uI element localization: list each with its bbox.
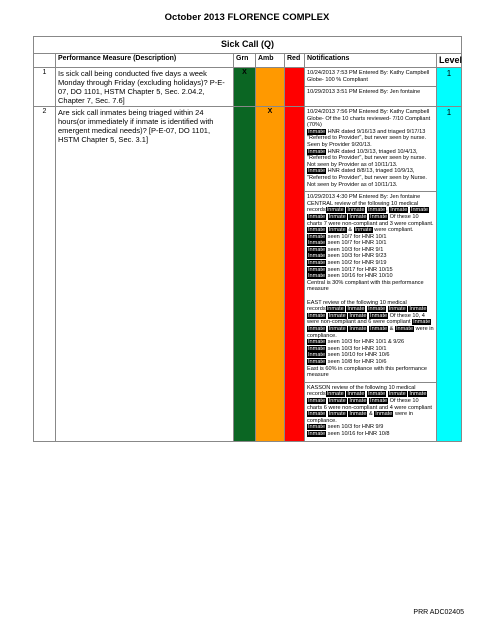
page-footer: PRR ADC02405 <box>413 609 464 616</box>
redacted-name: Inmate <box>308 430 326 437</box>
redacted-name: Inmate <box>354 227 372 234</box>
redacted-name: Inmate <box>308 424 326 431</box>
redacted-name: Inmate <box>308 253 326 260</box>
measure-description: Are sick call inmates being triaged within 24 hours(or immediately if inmate is identified with emergent medical needs)? [P-E-07, DO 1101, HSTM Chapter 5, Sec. 3.1] <box>56 107 234 442</box>
redacted-name: Inmate <box>308 128 326 135</box>
col-level-header: Level <box>437 54 462 68</box>
notification-line: 10/29/2013 4:30 PM Entered By: Jen fontaine <box>307 194 421 201</box>
redacted-name: Inmate <box>349 397 367 404</box>
redacted-name: Inmate <box>370 213 388 220</box>
redacted-name: Inmate <box>326 391 344 398</box>
green-cell: X <box>234 68 256 107</box>
redacted-name: Inmate <box>308 148 326 155</box>
redacted-name: Inmate <box>413 319 431 326</box>
notification-line: Central is 30% compliant with this performance measure <box>307 279 424 293</box>
redacted-name: Inmate <box>395 326 414 332</box>
notification-line: Inmate seen 10/17 for HNR 10/15 <box>308 266 393 273</box>
redacted-name: Inmate <box>349 326 367 332</box>
notification-entry <box>305 107 436 192</box>
notifications-cell <box>305 107 437 442</box>
notification-line: 10/29/2013 3:51 PM Entered By: Jen fontaine <box>307 89 421 96</box>
redacted-name: Inmate <box>347 207 365 214</box>
redacted-name: Inmate <box>308 233 326 240</box>
notification-line: Inmate seen 10/7 for HNR 10/1 <box>308 240 387 247</box>
redacted-name: Inmate <box>308 326 326 332</box>
notification-line: Inmate seen 10/3 for HNR 10/1 <box>308 345 387 352</box>
redacted-name: Inmate <box>328 411 346 418</box>
notification-line: Inmate seen 10/8 for HNR 10/6 <box>308 358 387 365</box>
notification-line: Inmate seen 10/16 for HNR 10/10 <box>308 273 393 280</box>
col-notes-header: Notifications <box>305 54 437 68</box>
redacted-name: Inmate <box>349 213 367 220</box>
notification-line: Inmate Inmate Inmate & Inmate were in compliance. <box>307 411 413 424</box>
redacted-name: Inmate <box>326 207 344 214</box>
redacted-name: Inmate <box>368 306 386 313</box>
redacted-name: Inmate <box>308 273 326 280</box>
redacted-name: Inmate <box>308 345 326 352</box>
redacted-name: Inmate <box>308 213 326 220</box>
amber-cell <box>256 68 285 107</box>
page-title: October 2013 FLORENCE COMPLEX <box>164 12 330 23</box>
notification-line: Globe- Of the 10 charts reviewed- 7/10 Compliant (70%) <box>307 115 431 129</box>
measures-table <box>33 36 462 442</box>
level-cell: 1 <box>437 68 462 107</box>
redacted-name: Inmate <box>328 326 346 332</box>
redacted-name: Inmate <box>388 306 406 313</box>
redacted-name: Inmate <box>370 397 388 404</box>
table-row <box>34 107 462 442</box>
notification-entry <box>305 192 436 383</box>
redacted-name: Inmate <box>328 397 346 404</box>
redacted-name: Inmate <box>368 391 386 398</box>
redacted-name: Inmate <box>375 411 393 418</box>
notification-line: Inmate seen 10/3 for HNR 9/1 <box>308 246 384 253</box>
notification-line: EAST review of the following 10 medical recordsInmate Inmate Inmate Inmate Inmate Inmate Inmate Inmate Inmate Of these 10, 4 were non-compliant and 6 were compliant Inmate Inmate Inmate Inmate Inmate & Inmate were in compliance. <box>307 299 434 339</box>
col-red-header: Red <box>285 54 305 68</box>
redacted-name: Inmate <box>328 213 346 220</box>
redacted-name: Inmate <box>370 312 388 319</box>
notification-line: CENTRAL review of the following 10 medical recordsInmate Inmate Inmate, Inmate Inmate Inmate Inmate Inmate Inmate Of these 10 charts 7 were non-compliant and 3 were compliant. <box>307 200 434 227</box>
redacted-name: Inmate <box>347 306 365 313</box>
redacted-name: Inmate <box>390 207 408 214</box>
redacted-name: Inmate <box>370 326 388 332</box>
measure-description: Is sick call being conducted five days a week Monday through Friday (excluding holidays)? P-E-07, DO 1101, HSTM Chapter 5, Sec. 2.04.2, Chapter 7, Sec. 7.6] <box>56 68 234 107</box>
level-cell: 1 <box>437 107 462 442</box>
row-number: 2 <box>34 107 56 442</box>
notification-line: East is 60% in compliance with this performance measure <box>307 365 428 379</box>
redacted-name: Inmate <box>328 227 346 234</box>
table-row <box>34 68 462 107</box>
redacted-name: Inmate <box>326 306 344 313</box>
notification-line: Inmate HNR dated 10/3/13, triaged 10/4/13, "Referred to Provider", but never seen by nurse. Not seen by Provider as of 10/11/13. <box>307 148 427 168</box>
redacted-name: Inmate <box>308 246 326 253</box>
notification-line: Inmate HNR dated 8/8/13, triaged 10/9/13, "Referred to Provider", but never seen by Nurse. Not seen by Provider as of 10/11/13. <box>307 168 427 188</box>
redacted-name: Inmate <box>409 391 427 398</box>
notification-line: 10/24/2013 7:53 PM Entered By: Kathy Campbell <box>307 70 430 76</box>
redacted-name: Inmate <box>328 312 346 319</box>
redacted-name: Inmate <box>308 260 326 267</box>
section-title: Sick Call (Q) <box>34 37 462 54</box>
redacted-name: Inmate <box>410 207 428 214</box>
redacted-name: Inmate <box>368 207 386 214</box>
redacted-name: Inmate <box>349 411 367 418</box>
redacted-name: Inmate <box>308 240 326 247</box>
redacted-name: Inmate <box>349 312 367 319</box>
redacted-name: Inmate <box>308 339 326 346</box>
redacted-name: Inmate <box>347 391 365 398</box>
notification-line <box>307 293 434 300</box>
green-cell <box>234 107 256 442</box>
notification-line: Inmate seen 10/7 for HNR 10/1 <box>308 233 387 240</box>
notification-line: Inmate Inmate & Inmate were compliant. <box>308 227 414 234</box>
notification-line: Inmate seen 10/2 for HNR 9/19 <box>308 260 387 267</box>
redacted-name: Inmate <box>308 397 326 404</box>
notifications-cell <box>305 68 437 107</box>
col-measure-header: Performance Measure (Description) <box>56 54 234 68</box>
notification-line: Inmate HNR dated 9/16/13 and triaged 9/17/13 "Referred to Provider", but never seen by nurse. Seen by Provider 9/20/13. <box>307 128 427 148</box>
row-number: 1 <box>34 68 56 107</box>
notification-line: Inmate seen 10/3 for HNR 10/1 & 9/26 <box>308 339 405 346</box>
notification-line: Globe- 100 % Compliant <box>307 76 368 83</box>
notification-line: KASSON review of the following 10 medical recordsInmate Inmate Inmate Inmate Inmate Inmate Inmate Inmate Inmate Of these 10 charts 6 were non-compliant and 4 were compliant <box>307 384 432 411</box>
redacted-name: Inmate <box>308 227 326 234</box>
notification-entry <box>305 68 436 87</box>
redacted-name: Inmate <box>308 411 326 418</box>
col-num-header <box>34 54 56 68</box>
notification-line: 10/24/2013 7:56 PM Entered By: Kathy Campbell <box>307 109 430 115</box>
notification-entry <box>305 87 436 99</box>
notification-line: Inmate seen 10/3 for HNR 9/23 <box>308 253 387 260</box>
col-amb-header: Amb <box>256 54 285 68</box>
redacted-name: Inmate <box>308 168 326 175</box>
red-cell <box>285 107 305 442</box>
redacted-name: Inmate <box>308 358 326 365</box>
redacted-name: Inmate <box>409 306 427 313</box>
notification-line: Inmate seen 10/3 for HNR 9/9 <box>308 424 384 431</box>
redacted-name: Inmate <box>308 266 326 273</box>
redacted-name: Inmate <box>388 391 406 398</box>
amber-cell: X <box>256 107 285 442</box>
notification-line: Inmate seen 10/10 for HNR 10/6 <box>308 352 390 359</box>
col-grn-header: Grn <box>234 54 256 68</box>
redacted-name: Inmate <box>308 312 326 319</box>
notification-entry <box>305 383 436 441</box>
redacted-name: Inmate <box>308 352 326 359</box>
header-row <box>34 54 462 68</box>
red-cell <box>285 68 305 107</box>
notification-line: Inmate seen 10/16 for HNR 10/8 <box>308 430 390 437</box>
